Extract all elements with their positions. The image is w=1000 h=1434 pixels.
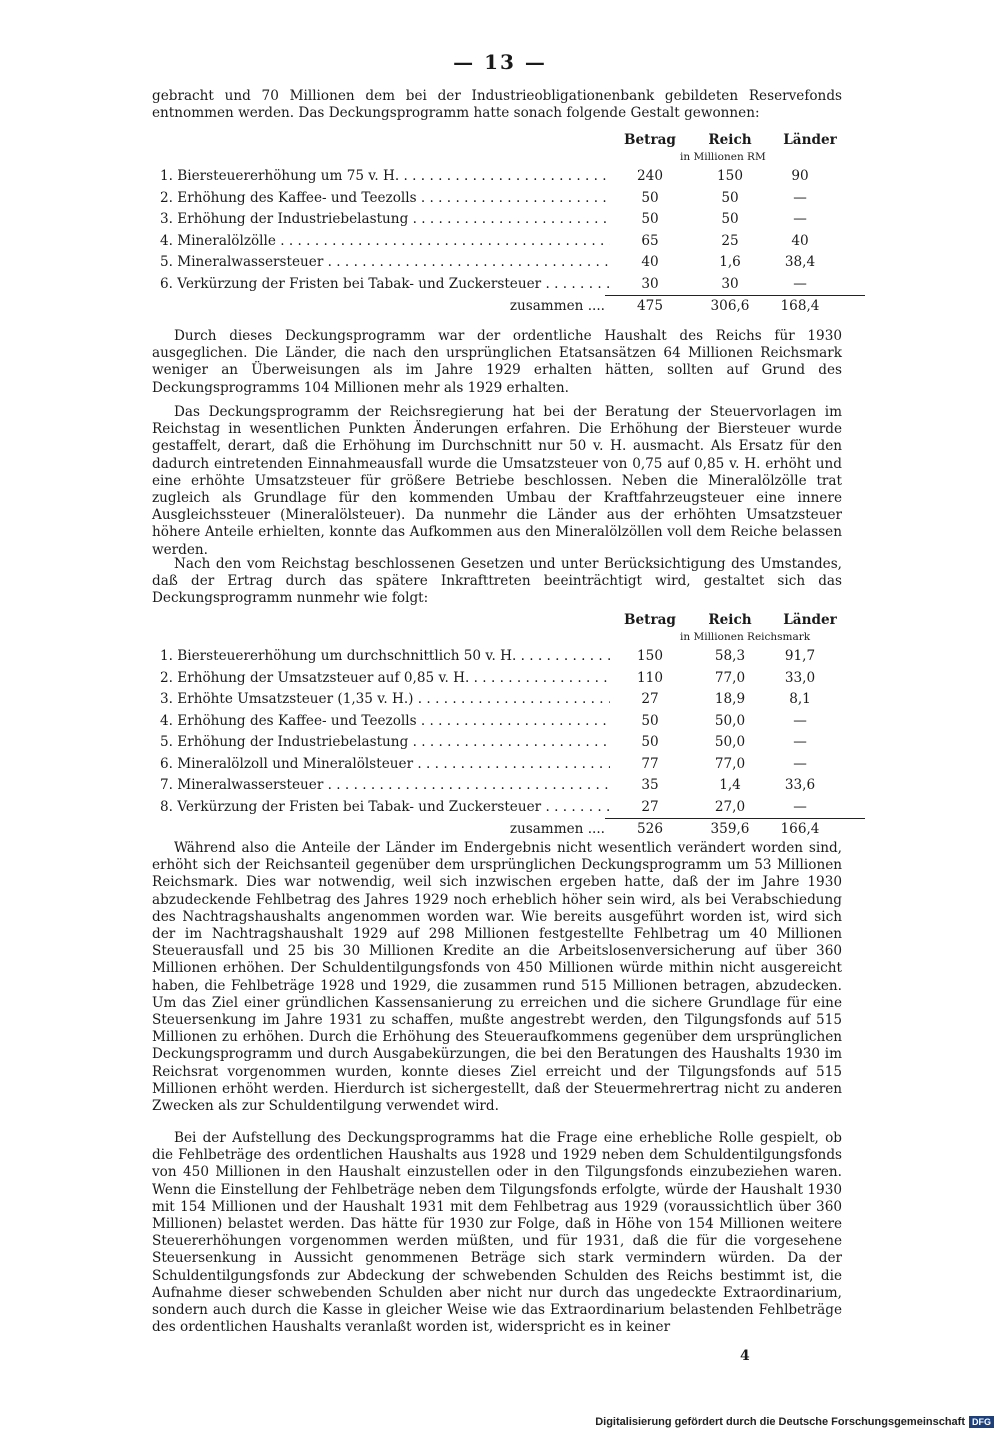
row-laender: 38,4 [784,254,816,270]
sum-reich: 359,6 [710,821,750,837]
table-row [160,754,840,776]
table-row [160,668,840,690]
table-2-header-reich: Reich [708,612,752,628]
row-betrag: 240 [637,168,663,184]
table-2 [160,612,840,840]
row-reich: 50,0 [714,712,746,729]
row-label: 4. Mineralölzölle . . . [160,231,610,253]
table-row [160,711,840,733]
table-row [160,166,840,188]
table-1-header [160,132,840,166]
table-row [160,274,840,296]
footer-text: Digitalisierung gefördert durch die Deutsche Forschungsgemeinschaft [595,1416,965,1428]
row-reich: 77,0 [714,669,746,686]
row-laender: — [793,798,807,815]
row-label: 1. Biersteuererhöhung um 75 v. H. . . . [160,166,610,188]
row-reich: 150 [717,168,743,184]
row-laender: — [793,734,807,750]
signature-mark: 4 [740,1348,750,1364]
row-betrag: 27 [641,691,659,707]
row-betrag: 30 [641,275,659,292]
table-1-header-reich: Reich [708,132,752,148]
table-row [160,732,840,754]
row-label: 7. Mineralwassersteuer . . . [160,775,610,797]
row-reich: 58,3 [714,648,746,664]
row-reich: 50 [721,189,739,206]
row-betrag: 77 [641,755,659,772]
row-label: 2. Erhöhung des Kaffee- und Teezolls . . . [160,188,610,210]
paragraph-6: Bei der Aufstellung des Deckungsprogramms hat die Frage eine erhebliche Rolle gespielt, ob die Fehlbeträge des ordentlichen Haushalts aus 1928 und 1929 neben dem Schuldentilgungsfonds von 450 Millionen in den Haushalt einzustellen oder in den Tilgungsfonds einzubeziehen waren. Wenn die Einstellung der Fehlbeträge neben dem Tilgungsfonds erfolgte, würde der Haushalt 1930 mit 154 Millionen und der Haushalt 1931 mit dem Fehlbetrag aus 1929 (voraussichtlich über 360 Millionen) belastet werden. Das hätte für 1930 zur Folge, daß in Höhe von 154 Millionen weitere Steuererhöhungen vorgenommen werden müßten, und für 1931, daß die für die vorgesehene Steuersenkung in Aussicht genommenen Beträge sich stark vermindern würden. Da der Schuldentilgungsfonds zur Abdeckung der schwebenden Schulden des Reichs bestimmt ist, die Aufnahme dieser schwebenden Schulden aber nicht nur durch das ungedeckte Extraordinarium, sondern auch durch die Kasse in gleicher Weise wie das Extraordinarium belastenden Fehlbeträge des ordentlichen Haushalts veranlaßt worden ist, widerspricht es in keiner [152,1130,842,1336]
row-label: 5. Mineralwassersteuer . . . [160,252,610,274]
table-row [160,689,840,711]
row-laender: — [793,211,807,227]
row-laender: — [793,712,807,729]
row-reich: 1,6 [719,254,741,270]
row-reich: 18,9 [714,691,746,707]
row-laender: 40 [791,232,809,249]
row-label: 8. Verkürzung der Fristen bei Tabak- und Zuckersteuer . . . [160,797,610,819]
sum-label: zusammen .... [509,821,605,837]
table-2-header-betrag: Betrag [624,612,676,628]
row-label: 3. Erhöhte Umsatzsteuer (1,35 v. H.) . . . [160,689,610,711]
row-label: 3. Erhöhung der Industriebelastung . . . [160,209,610,231]
row-laender: 33,6 [784,777,816,793]
table-row [160,231,840,253]
row-reich: 25 [721,232,739,249]
paragraph-2: Durch dieses Deckungsprogramm war der ordentliche Haushalt des Reichs für 1930 ausgeglichen. Die Länder, die nach den ursprünglichen Etatsansätzen 64 Millionen Reichsmark weniger an Überweisungen als im Jahre 1929 erhalten hätten, sollten auf Grund des Deckungsprogramms 104 Millionen mehr als 1929 erhalten. [152,328,842,396]
row-laender: 33,0 [784,669,816,686]
row-laender: — [793,275,807,292]
row-label: 4. Erhöhung des Kaffee- und Teezolls . . . [160,711,610,733]
table-row [160,797,840,819]
row-laender: — [793,755,807,772]
table-2-header [160,612,840,646]
table-1-header-laender: Länder [783,132,837,148]
table-1-header-betrag: Betrag [624,132,676,148]
paragraph-5: Während also die Anteile der Länder im Endergebnis nicht wesentlich verändert worden sind, erhöht sich der Reichsanteil gegenüber dem ursprünglichen Deckungsprogramm um 53 Millionen Reichsmark. Dies war notwendig, weil sich inzwischen ergeben hatte, daß der im Jahre 1930 abzudeckende Fehlbetrag des Jahres 1929 noch erheblich höher sein wird, als bei Verabschiedung des Nachtragshaushalts angenommen worden war. Wie bereits ausgeführt worden ist, wird sich der im Nachtragshaushalt 1929 auf 298 Millionen festgestellte Fehlbetrag um 40 Millionen Steuerausfall und 25 bis 30 Millionen Kredite an die Arbeitslosenversicherung auf über 360 Millionen erhöhen. Der Schuldentilgungsfonds von 450 Millionen würde mithin nicht ausgereicht haben, die Fehlbeträge 1928 und 1929, die zusammen rund 515 Millionen betragen, abzudecken. Um das Ziel einer gründlichen Kassensanierung zu erreichen und die sichere Grundlage für eine Steuersenkung im Jahre 1931 zu schaffen, mußte angestrebt werden, den Tilgungsfonds auf 515 Millionen zu erhöhen. Durch die Erhöhung des Steueraufkommens gegenüber dem ursprünglichen Deckungsprogramm und durch Ausgabekürzungen, die bei den Beratungen des Haushalts 1930 im Reichsrat vorgenommen wurden, konnte dieses Ziel erreicht und der Tilgungsfonds auf 515 Millionen erhöht werden. Hierdurch ist sichergestellt, daß der Steuermehrertrag nicht zu anderen Zwecken als zur Schuldentilgung verwendet wird. [152,840,842,1115]
row-betrag: 27 [641,798,659,815]
sum-reich: 306,6 [710,298,750,314]
table-2-sum-row [160,818,840,840]
table-1-unit: in Millionen RM [680,151,766,163]
sum-betrag: 526 [637,821,663,837]
row-betrag: 110 [637,669,663,686]
row-laender: 8,1 [789,691,811,707]
row-betrag: 50 [641,189,659,206]
sum-laender: 168,4 [780,298,820,314]
row-reich: 77,0 [714,755,746,772]
sum-label: zusammen .... [509,298,605,314]
table-row [160,188,840,210]
footer [595,1416,994,1428]
row-reich: 50 [721,211,739,227]
row-laender: — [793,189,807,206]
table-2-header-laender: Länder [783,612,837,628]
table-row [160,775,840,797]
row-laender: 90 [791,168,809,184]
dfg-logo: DFG [969,1416,994,1428]
row-betrag: 50 [641,734,659,750]
row-betrag: 65 [641,232,659,249]
table-row [160,252,840,274]
row-reich: 30 [721,275,739,292]
table-row [160,209,840,231]
table-row [160,646,840,668]
row-reich: 1,4 [719,777,741,793]
table-1-sum-row [160,295,840,317]
row-label: 2. Erhöhung der Umsatzsteuer auf 0,85 v. H. . . . [160,668,610,690]
row-reich: 50,0 [714,734,746,750]
paragraph-1: gebracht und 70 Millionen dem bei der Industrieobligationenbank gebildeten Reservefonds entnommen werden. Das Deckungsprogramm hatte sonach folgende Gestalt gewonnen: [152,88,842,122]
row-betrag: 50 [641,211,659,227]
row-betrag: 35 [641,777,659,793]
table-2-unit: in Millionen Reichsmark [680,631,811,643]
row-label: 1. Biersteuererhöhung um durchschnittlich 50 v. H. . . . [160,646,610,668]
row-label: 5. Erhöhung der Industriebelastung . . . [160,732,610,754]
row-laender: 91,7 [784,648,816,664]
row-betrag: 50 [641,712,659,729]
row-label: 6. Mineralölzoll und Mineralölsteuer . . . [160,754,610,776]
sum-laender: 166,4 [780,821,820,837]
row-reich: 27,0 [714,798,746,815]
paragraph-4: Nach den vom Reichstag beschlossenen Gesetzen und unter Berücksichtigung des Umstandes, daß der Ertrag durch das spätere Inkrafttreten beeinträchtigt wird, gestaltet sich das Deckungsprogramm nunmehr wie folgt: [152,556,842,607]
page-number: — 13 — [453,50,547,74]
paragraph-3: Das Deckungsprogramm der Reichsregierung hat bei der Beratung der Steuervorlagen im Reichstag in wesentlichen Punkten Änderungen erfahren. Die Erhöhung der Biersteuer wurde gestaffelt, derart, daß die Erhöhung im Durchschnitt nur 50 v. H. ausmacht. Als Ersatz für den dadurch eintretenden Einnahmeausfall wurde die Umsatzsteuer von 0,75 auf 0,85 v. H. erhöht und eine erhöhte Umsatzsteuer für größere Betriebe beschlossen. Neben die Mineralölzölle trat zugleich als Grundlage für den kommenden Umbau der Kraftfahrzeugsteuer eine innere Ausgleichssteuer (Mineralölsteuer). Da nunmehr die Länder aus der erhöhten Umsatzsteuer höhere Anteile erhielten, konnte das Aufkommen aus den Mineralölzöllen voll dem Reiche belassen werden. [152,404,842,558]
row-betrag: 40 [641,254,659,270]
table-1 [160,132,840,317]
row-betrag: 150 [637,648,663,664]
row-label: 6. Verkürzung der Fristen bei Tabak- und Zuckersteuer . . . [160,274,610,296]
sum-betrag: 475 [637,298,663,314]
